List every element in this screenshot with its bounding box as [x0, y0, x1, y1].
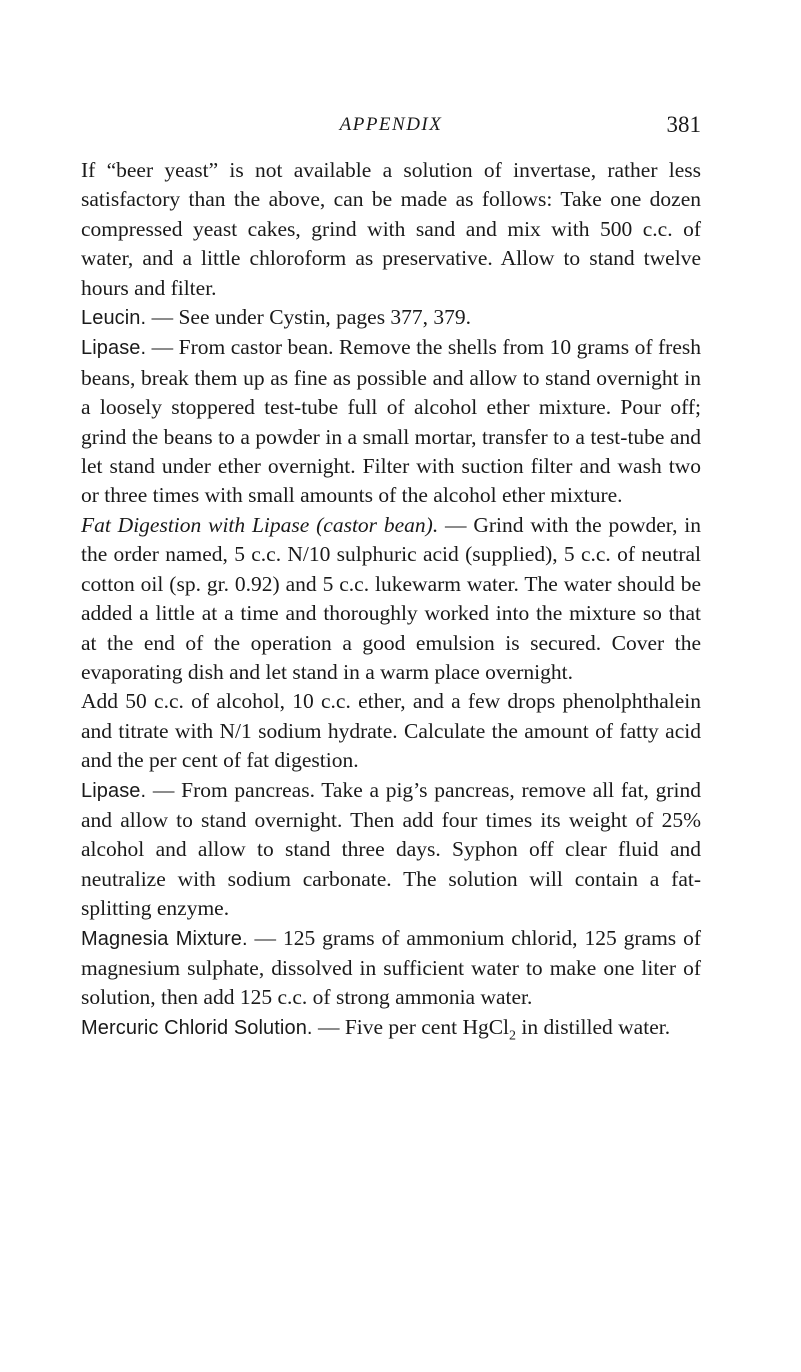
entry-heading: Lipase.	[81, 337, 147, 360]
entry-text-end: in distilled water.	[516, 1014, 671, 1039]
page-body	[81, 156, 701, 1043]
book-page	[81, 112, 701, 1043]
page-header	[81, 112, 701, 146]
entry-text: — See under Cystin, pages 377, 379.	[146, 305, 472, 330]
entry-lipase-pancreas	[81, 776, 701, 924]
paragraph-text: Add 50 c.c. of alcohol, 10 c.c. ether, and a few drops phenolphthalein and titrate with N/1 sodium hydrate. Calculate the amount of fatty acid and the per cent of fat digestion.	[81, 689, 701, 773]
page-number: 381	[666, 112, 701, 137]
entry-heading: Lipase.	[81, 779, 147, 802]
entry-text: — From castor bean. Remove the shells from 10 grams of fresh beans, break them up as fine as possible and allow to stand overnight in a loosely stoppered test-tube full of alcohol ether mixture. Pour off; grind the beans to a powder in a small mortar, transfer to a test-tube and let stand under ether overnight. Filter with suction filter and wash two or three times with small amounts of the alcohol ether mixture.	[81, 335, 701, 508]
entry-heading: Magnesia Mixture.	[81, 927, 248, 950]
paragraph-text: If “beer yeast” is not available a solution of invertase, rather less satisfactory than the above, can be made as follows: Take one dozen compressed yeast cakes, grind with sand and mix with 500 c.c. of water, and a little chloroform as preservative. Allow to stand twelve hours and filter.	[81, 158, 701, 300]
entry-magnesia-mixture	[81, 924, 701, 1013]
running-head: APPENDIX	[339, 114, 443, 135]
entry-lipase-castor-bean	[81, 333, 701, 510]
paragraph-text: — Grind with the powder, in the order named, 5 c.c. N/10 sulphuric acid (supplied), 5 c.c. of neutral cotton oil (sp. gr. 0.92) and 5 c.c. lukewarm water. The water should be added a little at a time and thoroughly worked into the mixture so that at the end of the operation a good emulsion is secured. Cover the evaporating dish and let stand in a warm place overnight.	[81, 512, 702, 684]
entry-text: — From pancreas. Take a pig’s pancreas, remove all fat, grind and allow to stand overnight. Then add four times its weight of 25% alcohol and allow to stand three days. Syphon off clear fluid and neutralize with sodium carbonate. The solution will contain a fat-splitting enzyme.	[81, 777, 701, 921]
entry-text: — 125 grams of ammonium chlorid, 125 grams of magnesium sulphate, dissolved in sufficient water to make one liter of solution, then add 125 c.c. of strong ammonia water.	[81, 925, 701, 1010]
entry-text: — Five per cent HgCl	[312, 1014, 510, 1039]
paragraph-fat-digestion	[81, 511, 701, 687]
subheading-fat-digestion: Fat Digestion with Lipase (castor bean).	[81, 512, 439, 537]
entry-mercuric-chlorid	[81, 1013, 701, 1043]
entry-leucin	[81, 303, 701, 333]
entry-heading: Mercuric Chlorid Solution.	[81, 1016, 313, 1039]
entry-heading: Leucin.	[81, 307, 147, 330]
paragraph-titration	[81, 687, 701, 775]
subscript-2: 2	[509, 1028, 517, 1044]
paragraph-invertase	[81, 156, 701, 303]
